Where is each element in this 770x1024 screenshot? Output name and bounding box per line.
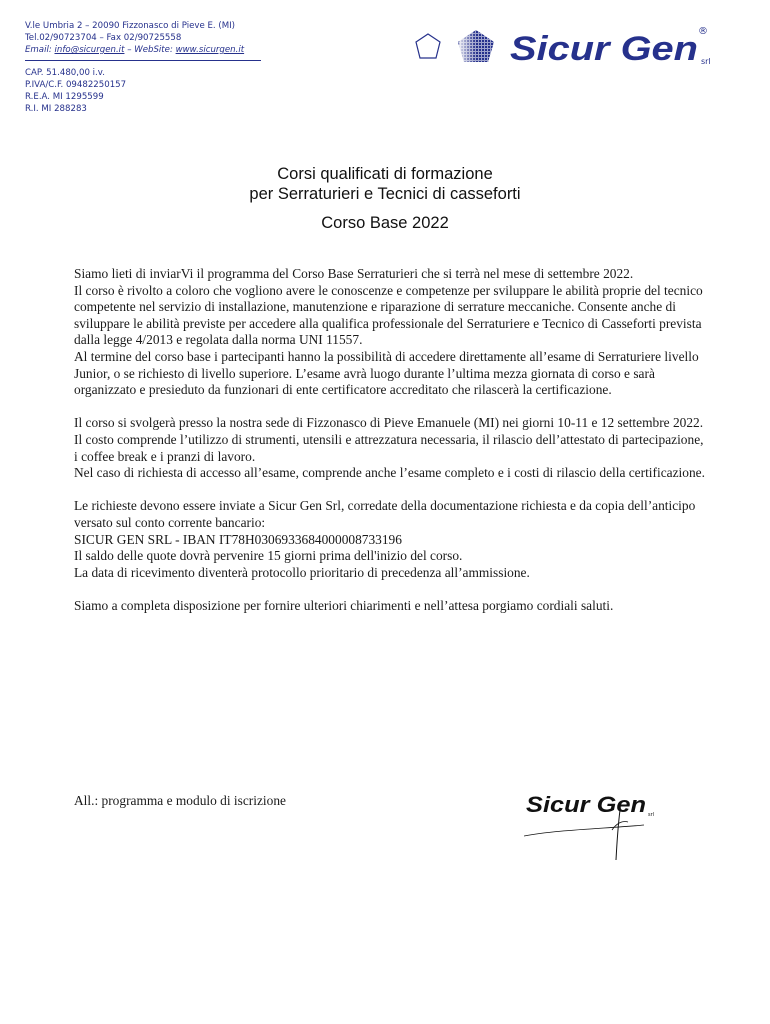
company-ri: R.I. MI 288283 <box>25 104 87 114</box>
header-divider <box>25 60 261 61</box>
logo-suffix: srl <box>701 57 711 66</box>
website-link[interactable]: www.sicurgen.it <box>175 45 245 55</box>
title-line-1: Corsi qualificati di formazione <box>277 165 493 183</box>
stamp-brand-text: Sicur Gen <box>526 792 646 817</box>
company-rea: R.E.A. MI 1295599 <box>25 92 104 102</box>
letterhead <box>25 20 261 115</box>
course-title: Corso Base 2022 <box>321 214 449 232</box>
company-phone-fax: Tel.02/90723704 – Fax 02/90725558 <box>25 33 182 43</box>
paragraph: Il saldo delle quote dovrà pervenire 15 giorni prima dell'inizio del corso. <box>74 548 463 564</box>
website-label: – WebSite: <box>127 45 173 55</box>
paragraph: Al termine del corso base i partecipanti hanno la possibilità di accedere direttamente all’esame di Serraturiere livello Junior, o se richiesto di livello superiore. L’esame avrà luogo durante l’ultima mezza giornata di corso e sarà organizzato e presieduto da funzionari di ente certificatore accreditato che rilascerà la certificazione. <box>74 348 699 398</box>
closing-line: Siamo a completa disposizione per fornire ulteriori chiarimenti e nell’attesa porgiamo cordiali saluti. <box>74 597 614 613</box>
signature-scribble <box>524 825 644 836</box>
letter-body <box>74 266 706 614</box>
company-capital: CAP. 51.480,00 i.v. <box>25 68 105 78</box>
paragraph: Il corso è rivolto a coloro che vogliono avere le conoscenze e competenze per sviluppare le abilità proprie del tecnico competente nel servizio di installazione, manutenzione e riparazione di serrature meccaniche. Consente anche di sviluppare le abilità previste per accedere alla qualifica professionale del Serraturiere e Tecnico di Casseforti prevista dalla legge 4/2013 e regolata dalla norma UNI 11557. <box>74 282 703 348</box>
email-link[interactable]: info@sicurgen.it <box>54 45 125 55</box>
email-label: Email: <box>25 45 52 55</box>
logo-registered-mark: ® <box>698 26 708 37</box>
attachment-note: All.: programma e modulo di iscrizione <box>74 793 286 808</box>
title-line-2: per Serraturieri e Tecnici di casseforti <box>249 185 521 203</box>
company-vat: P.IVA/C.F. 09482250157 <box>25 80 127 90</box>
company-logo <box>410 22 720 72</box>
pentagon-outline-icon <box>416 34 440 58</box>
paragraph: Siamo lieti di inviarVi il programma del Corso Base Serraturieri che si terrà nel mese di settembre 2022. <box>74 266 634 281</box>
paragraph: Il costo comprende l’utilizzo di strumenti, utensili e attrezzatura necessaria, il rilascio dell’attestato di partecipazione, i coffee break e i pranzi di lavoro. <box>74 431 704 464</box>
signature-stamp <box>524 786 664 866</box>
logo-brand-text: Sicur Gen <box>510 30 698 68</box>
paragraph: Il corso si svolgerà presso la nostra sede di Fizzonasco di Pieve Emanuele (MI) nei giorni 10-11 e 12 settembre 2022. <box>74 415 704 431</box>
paragraph: La data di ricevimento diventerà protocollo prioritario di precedenza all’ammissione. <box>74 564 530 580</box>
paragraph: Le richieste devono essere inviate a Sicur Gen Srl, corredate della documentazione richiesta e da copia dell’anticipo versato sul conto corrente bancario: <box>74 498 696 530</box>
stamp-suffix: srl <box>648 812 655 818</box>
iban-line: SICUR GEN SRL - IBAN IT78H0306933684000008733196 <box>74 531 402 547</box>
company-contacts <box>25 44 261 56</box>
document-title <box>0 164 770 233</box>
paragraph: Nel caso di richiesta di accesso all’esame, comprende anche l’esame completo e i costi di rilascio della certificazione. <box>74 465 705 481</box>
company-address: V.le Umbria 2 – 20090 Fizzonasco di Pieve E. (MI) <box>25 21 236 31</box>
